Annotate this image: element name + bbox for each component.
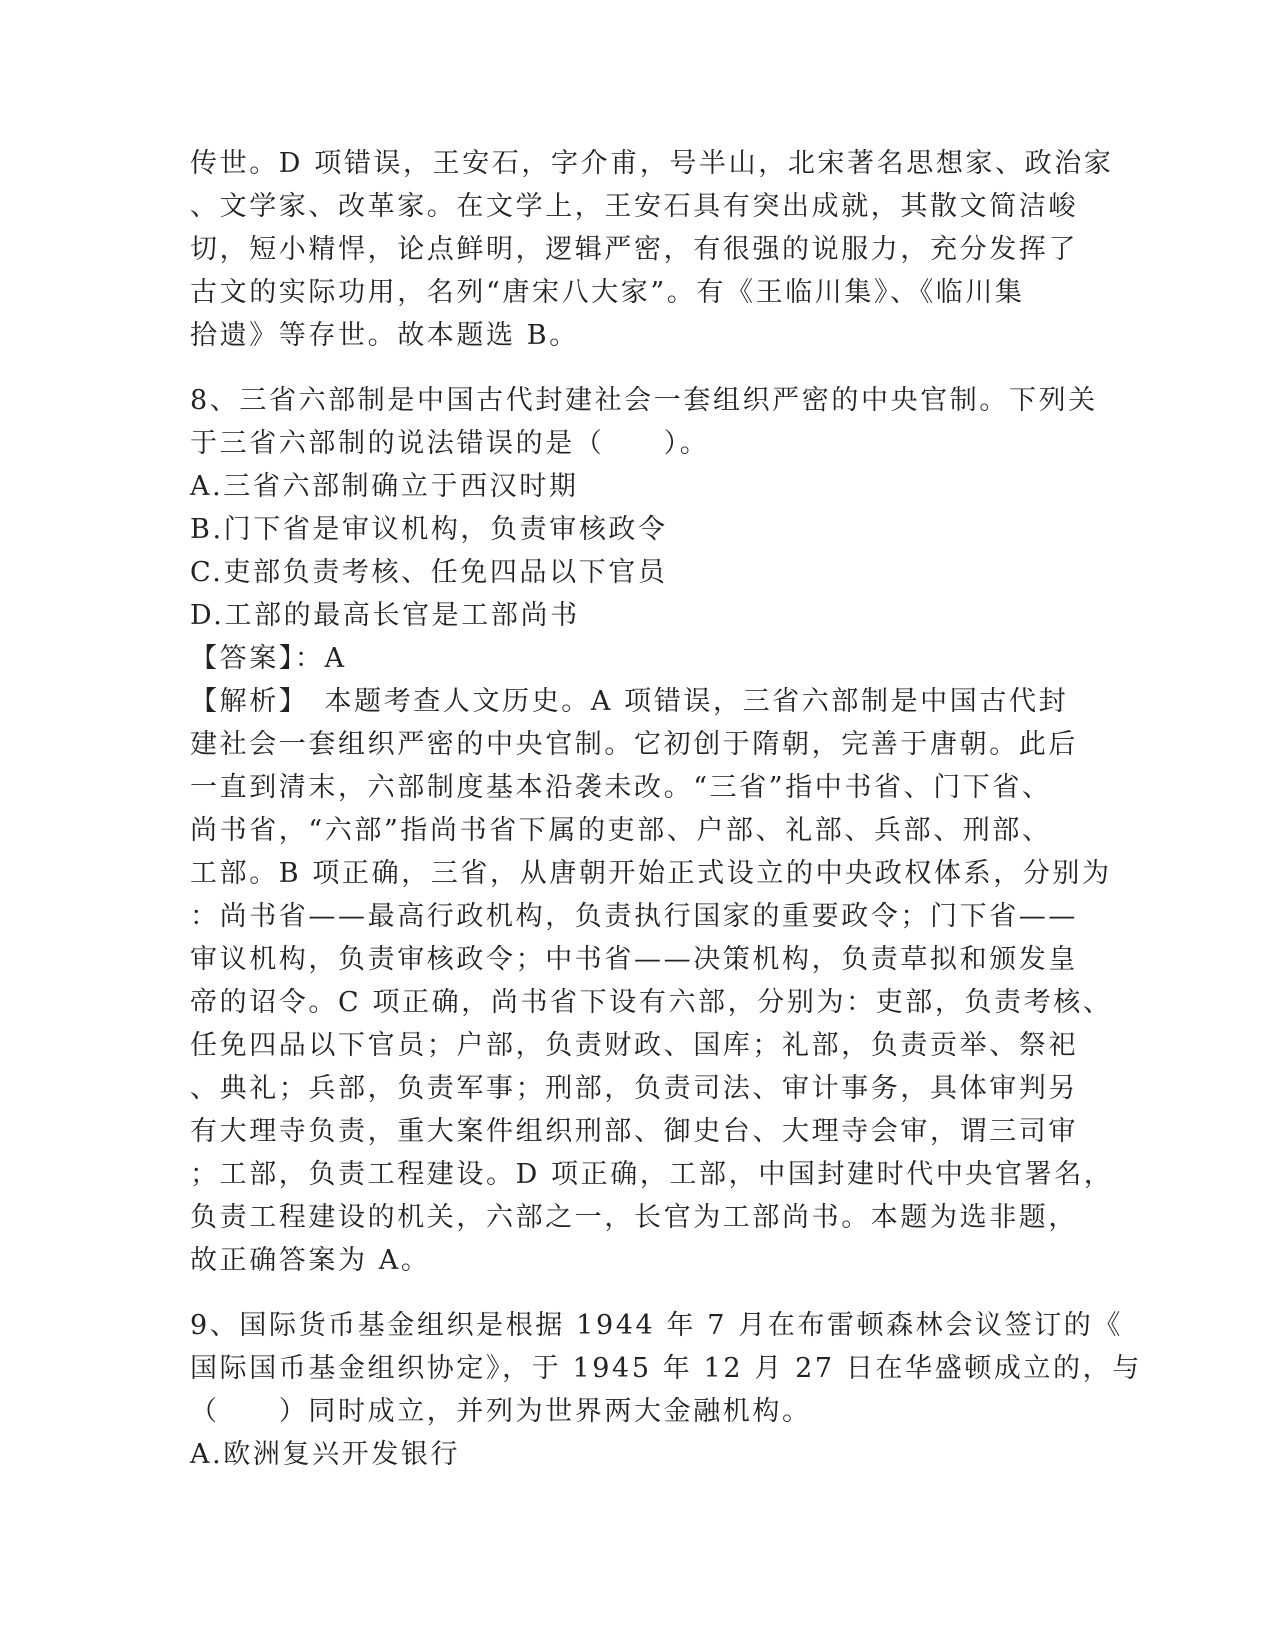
- question-stem-line: 国际国币基金组织协定》，于 1945 年 12 月 27 日在华盛顿成立的，与: [190, 1353, 1142, 1384]
- option-a: A.三省六部制确立于西汉时期: [190, 471, 579, 502]
- question-stem-line: 8、三省六部制是中国古代封建社会一套组织严密的中央官制。下列关: [190, 385, 1098, 416]
- text-line: 拾遗》等存世。故本题选 B。: [190, 320, 579, 351]
- analysis-line: 建社会一套组织严密的中央官制。它初创于隋朝，完善于唐朝。此后: [190, 729, 1078, 760]
- analysis-line: ：尚书省——最高行政机构，负责执行国家的重要政令；门下省——: [190, 901, 1078, 932]
- analysis-line: 、典礼；兵部，负责军事；刑部，负责司法、审计事务，具体审判另: [190, 1073, 1078, 1104]
- analysis-line: 有大理寺负责，重大案件组织刑部、御史台、大理寺会审，谓三司审: [190, 1116, 1078, 1147]
- question-9: [190, 1304, 1142, 1476]
- question-stem-line: 9、国际货币基金组织是根据 1944 年 7 月在布雷顿森林会议签订的《: [190, 1310, 1123, 1341]
- analysis-line: 审议机构，负责审核政令；中书省——决策机构，负责草拟和颁发皇: [190, 944, 1078, 975]
- option-b: B.门下省是审议机构，负责审核政令: [190, 514, 668, 545]
- text-line: 传世。D 项错误，王安石，字介甫，号半山，北宋著名思想家、政治家: [190, 148, 1114, 179]
- analysis-line: ；工部，负责工程建设。D 项正确，工部，中国封建时代中央官署名，: [190, 1159, 1114, 1190]
- analysis-line: 负责工程建设的机关，六部之一，长官为工部尚书。本题为选非题，: [190, 1202, 1078, 1233]
- analysis-line: 尚书省，“六部”指尚书省下属的吏部、户部、礼部、兵部、刑部、: [190, 815, 1052, 846]
- option-c: C.吏部负责考核、任免四品以下官员: [190, 557, 668, 588]
- paragraph-gap: [190, 357, 1090, 379]
- text-line: 古文的实际功用，名列“唐宋八大家”。有《王临川集》、《临川集: [190, 277, 1025, 308]
- text-line: 切，短小精悍，论点鲜明，逻辑严密，有很强的说服力，充分发挥了: [190, 234, 1078, 265]
- paragraph-gap: [190, 1282, 1090, 1304]
- answer-line: 【答案】：A: [190, 643, 347, 674]
- previous-analysis-continuation: [190, 142, 1114, 357]
- analysis-line: 帝的诏令。C 项正确，尚书省下设有六部，分别为：吏部，负责考核、: [190, 987, 1113, 1018]
- document-page: [190, 142, 1142, 1476]
- analysis-line: 故正确答案为 A。: [190, 1245, 431, 1276]
- analysis-line: 任免四品以下官员；户部，负责财政、国库；礼部，负责贡举、祭祀: [190, 1030, 1078, 1061]
- analysis-line: 【解析】 本题考查人文历史。A 项错误，三省六部制是中国古代封: [190, 686, 1069, 717]
- text-line: 、文学家、改革家。在文学上，王安石具有突出成就，其散文简洁峻: [190, 191, 1078, 222]
- question-stem-line: （ ）同时成立，并列为世界两大金融机构。: [190, 1396, 812, 1427]
- option-d: D.工部的最高长官是工部尚书: [190, 600, 580, 631]
- analysis-line: 工部。B 项正确，三省，从唐朝开始正式设立的中央政权体系，分别为: [190, 858, 1112, 889]
- question-8: [190, 379, 1114, 1282]
- analysis-line: 一直到清末，六部制度基本沿袭未改。“三省”指中书省、门下省、: [190, 772, 1052, 803]
- option-a: A.欧洲复兴开发银行: [190, 1439, 461, 1470]
- question-stem-line: 于三省六部制的说法错误的是（ ）。: [190, 428, 710, 459]
